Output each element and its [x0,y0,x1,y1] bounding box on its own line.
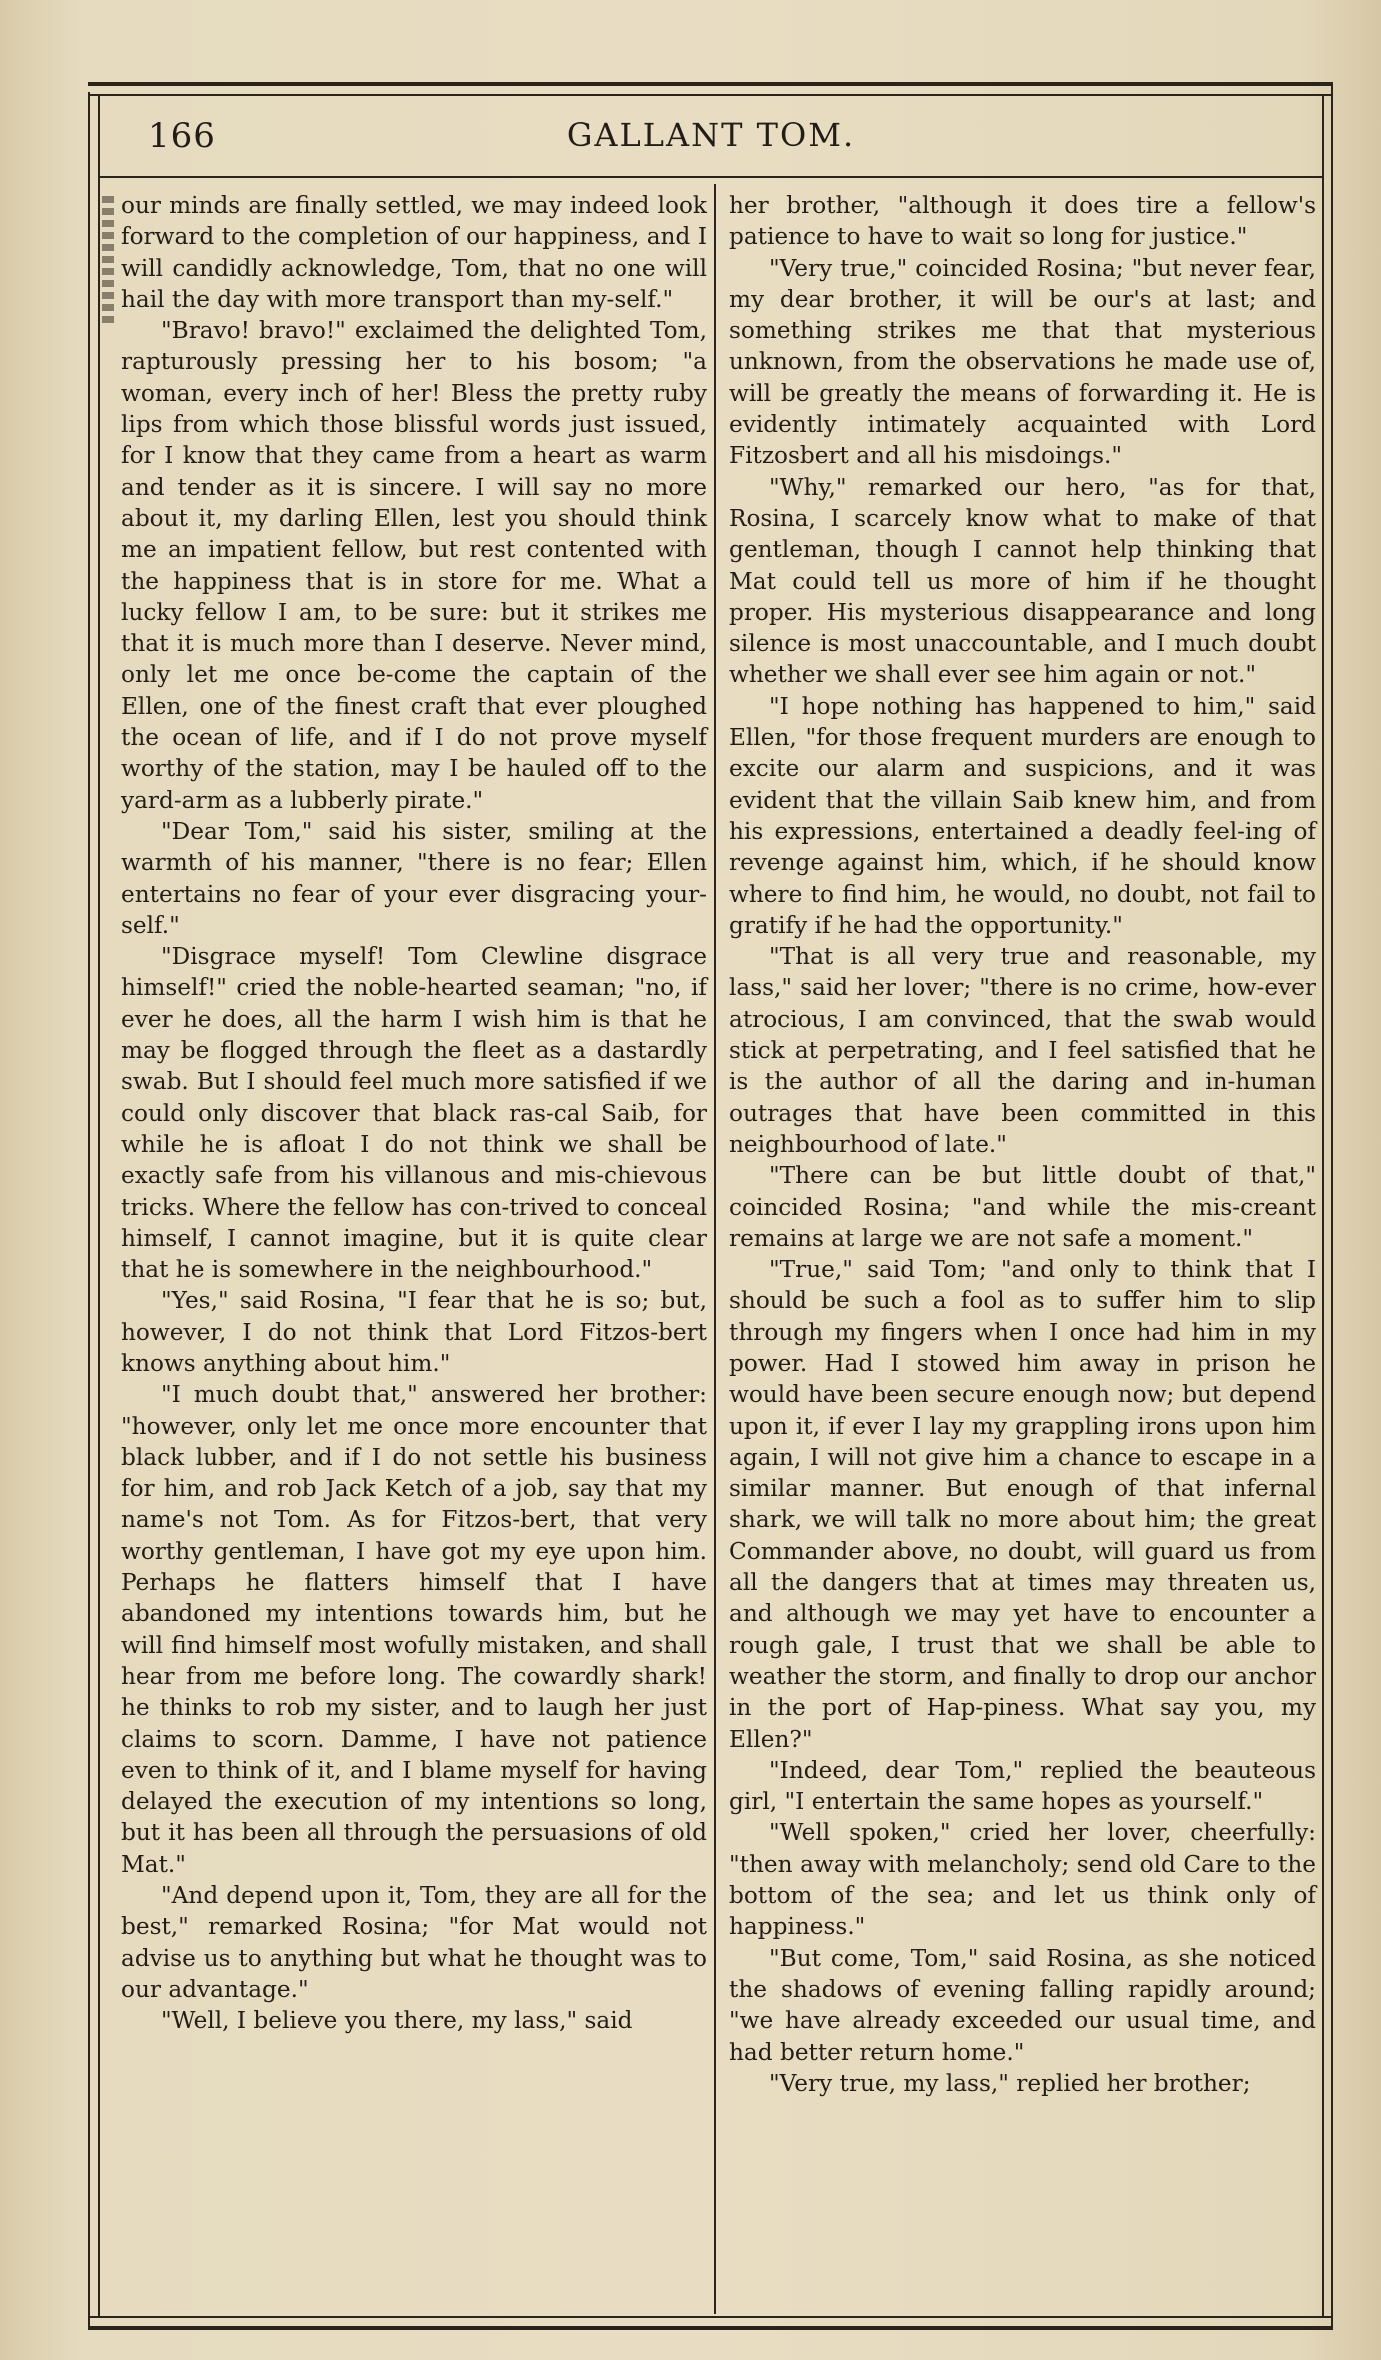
paragraph: "Very true," coincided Rosina; "but never fear, my dear brother, it will be our's at last; and something strikes me that that mysterious unknown, from the observations he made use of, will be greatly the means of forwarding it. He is evidently intimately acquainted with Lord Fitzosbert and all his misdoings." [729,254,1316,470]
page-number: 166 [148,116,216,156]
left-text-column [121,190,707,2310]
paragraph: "That is all very true and reasonable, my lass," said her lover; "there is no crime, how-ever atrocious, I am convinced, that the swab would stick at perpetrating, and I feel satisfied that he is the author of all the daring and in-human outrages that have been committed in this neighbourhood of late." [729,943,1316,1158]
right-text-column [729,190,1316,2310]
top-border-rule-inner [88,94,1333,96]
paragraph: our minds are finally settled, we may indeed look forward to the completion of our happiness, and I will candidly acknowledge, Tom, that no one will hail the day with more transport than my-self." [121,192,707,313]
paragraph: her brother, "although it does tire a fellow's patience to have to wait so long for justice." [729,192,1316,251]
right-border-rule-inner [1322,96,1324,2318]
paragraph: "I hope nothing has happened to him," said Ellen, "for those frequent murders are enough to excite our alarm and suspicions, and it was evident that the villain Saib knew him, and from his expressions, entertained a deadly feel-ing of revenge against him, which, if he should know where to find him, he would, no doubt, not fail to gratify if he had the opportunity." [729,692,1316,939]
header-divider [100,176,1322,178]
top-border-rule [88,82,1333,86]
paragraph: "Dear Tom," said his sister, smiling at the warmth of his manner, "there is no fear; Ellen entertains no fear of your ever disgracing your-self." [121,817,707,939]
paragraph: "Yes," said Rosina, "I fear that he is so; but, however, I do not think that Lord Fitzos-bert knows anything about him." [121,1287,707,1377]
left-border-rule [88,92,90,2328]
paragraph: "Well spoken," cried her lover, cheerfully: "then away with melancholy; send old Care to the bottom of the sea; and let us think only of happiness." [729,1819,1316,1941]
paragraph: "I much doubt that," answered her brother: "however, only let me once more encounter that black lubber, and if I do not settle his business for him, and rob Jack Ketch of a job, say that my name's not Tom. As for Fitzos-bert, that very worthy gentleman, I have got my eye upon him. Perhaps he flatters himself that I have abandoned my intentions towards him, but he will find himself most wofully mistaken, and shall hear from me before long. The cowardly shark! he thinks to rob my sister, and to laugh her just claims to scorn. Damme, I have not patience even to think of it, and I blame myself for having delayed the execution of my intentions so long, but it has been all through the persuasions of old Mat." [121,1381,707,1878]
paragraph: "Well, I believe you there, my lass," said [161,2007,633,2035]
paragraph: "And depend upon it, Tom, they are all for the best," remarked Rosina; "for Mat would not advise us to anything but what he thought was to our advantage." [121,1882,707,2003]
left-border-rule-inner [98,96,100,2318]
paragraph: "Disgrace myself! Tom Clewline disgrace himself!" cried the noble-hearted seaman; "no, if ever he does, all the harm I wish him is that he may be flogged through the fleet as a dastardly swab. But I should feel much more satisfied if we could only discover that black ras-cal Saib, for while he is afloat I do not think we shall be exactly safe from his villanous and mis-chievous tricks. Where the fellow has con-trived to conceal himself, I cannot imagine, but it is quite clear that he is somewhere in the neighbourhood." [121,943,707,1284]
paragraph: "Indeed, dear Tom," replied the beauteous girl, "I entertain the same hopes as yourself." [729,1756,1316,1816]
margin-binding-mark [102,196,114,326]
page-title: GALLANT TOM. [566,116,856,154]
running-head [100,112,1322,168]
right-border-rule [1331,84,1333,2328]
paragraph: "But come, Tom," said Rosina, as she noticed the shadows of evening falling rapidly around; "we have already exceeded our usual time, and had better return home." [729,1944,1316,2066]
paragraph: "Bravo! bravo!" exclaimed the delighted Tom, rapturously pressing her to his bosom; "a woman, every inch of her! Bless the pretty ruby lips from which those blissful words just issued, for I know that they came from a heart as warm and tender as it is sincere. I will say no more about it, my darling Ellen, lest you should think me an impatient fellow, but rest contented with the happiness that is in store for me. What a lucky fellow I am, to be sure: but it strikes me that it is much more than I deserve. Never mind, only let me once be-come the captain of the Ellen, one of the finest craft that ever ploughed the ocean of life, and if I do not prove myself worthy of the station, may I be hauled off to the yard-arm as a lubberly pirate." [121,317,707,814]
paragraph: "Why," remarked our hero, "as for that, Rosina, I scarcely know what to make of that gentleman, though I cannot help thinking that Mat could tell us more of him if he thought proper. His mysterious disappearance and long silence is most unaccountable, and I much doubt whether we shall ever see him again or not." [729,473,1316,689]
paragraph: "True," said Tom; "and only to think that I should be such a fool as to suffer him to slip through my fingers when I once had him in my power. Had I stowed him away in prison he would have been secure enough now; but depend upon it, if ever I lay my grappling irons upon him again, I will not give him a chance to escape in a similar manner. But enough of that infernal shark, we will talk no more about him; the great Commander above, no doubt, will guard us from all the dangers that at times may threaten us, and although we may yet have to encounter a rough gale, I trust that we shall be able to weather the storm, and finally to drop our anchor in the port of Hap-piness. What say you, my Ellen?" [729,1256,1316,1753]
paragraph: "There can be but little doubt of that," coincided Rosina; "and while the mis-creant remains at large we are not safe a moment." [729,1162,1316,1252]
bottom-border-rule [88,2326,1333,2330]
column-divider [714,184,716,2314]
paragraph: "Very true, my lass," replied her brother; [769,2069,1251,2097]
bottom-border-rule-inner [88,2316,1333,2318]
